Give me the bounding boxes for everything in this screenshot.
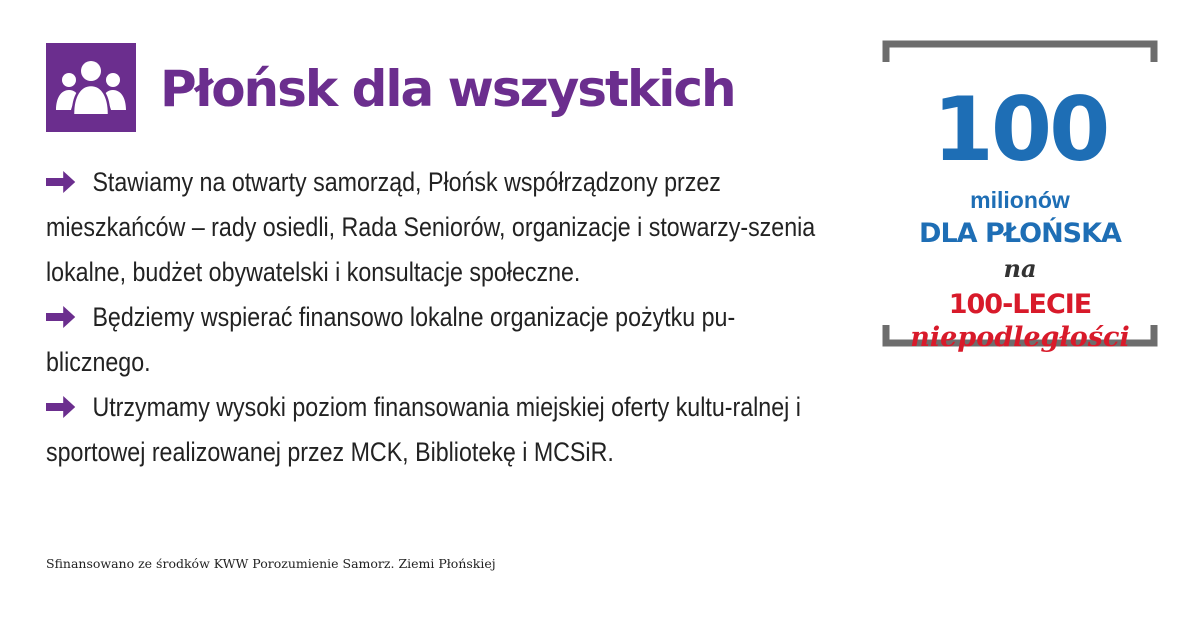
bullet-text: Stawiamy na otwarty samorząd, Płońsk współrządzony przez mieszkańców – rady osiedli, Rada Seniorów, organizacje i stowarzy-szenia lokalne, budżet obywatelski i konsultacje społeczne.: [46, 167, 816, 287]
arrow-right-icon: [46, 171, 82, 193]
list-item: [46, 385, 826, 475]
arrow-right-icon: [46, 396, 82, 418]
badge-number: 100: [932, 78, 1108, 181]
bullet-text: Będziemy wspierać finansowo lokalne organizacje pożytku pu-blicznego.: [46, 302, 736, 377]
list-item: [46, 295, 826, 385]
headline: Płońsk dla wszystkich: [160, 60, 735, 118]
badge-unit: milionów: [970, 187, 1070, 213]
bullet-text: Utrzymamy wysoki poziom finansowania miejskiej oferty kultu-ralnej i sportowej realizowanej przez MCK, Bibliotekę i MCSiR.: [46, 392, 801, 467]
campaign-badge: [882, 40, 1158, 353]
funding-note: Sfinansowano ze środków KWW Porozumienie Samorz. Ziemi Płońskiej: [46, 556, 496, 571]
bullet-list: [46, 160, 826, 475]
people-group-icon: [53, 58, 129, 118]
arrow-right-icon: [46, 306, 82, 328]
logo-box: [46, 43, 136, 132]
badge-independence: niepodległości: [910, 322, 1130, 353]
badge-for-city: DLA PŁOŃSKA: [919, 218, 1121, 249]
badge-na: na: [1003, 254, 1037, 283]
badge-anniversary: 100-LECIE: [948, 289, 1092, 320]
list-item: [46, 160, 826, 295]
